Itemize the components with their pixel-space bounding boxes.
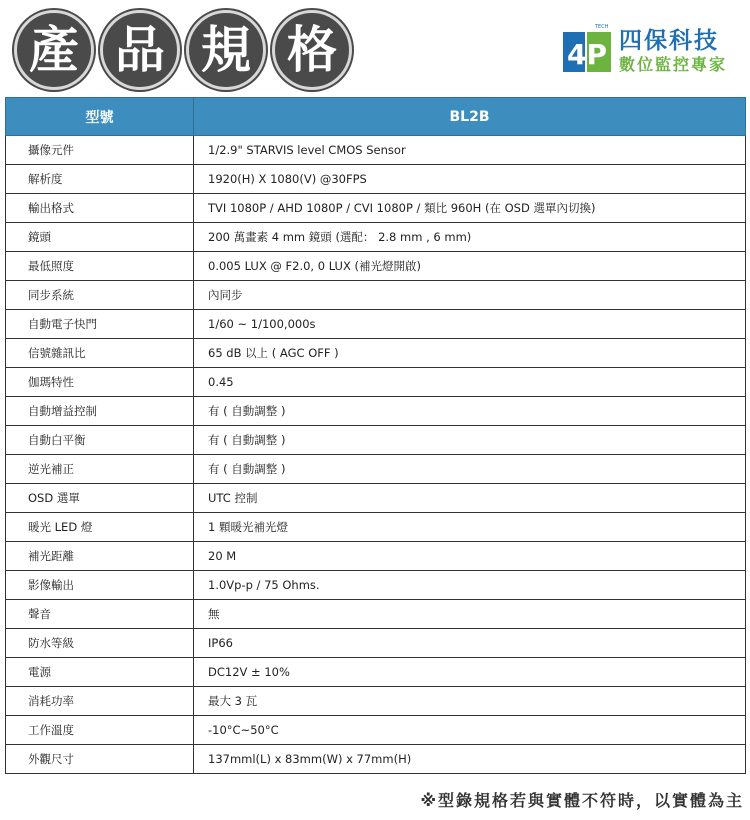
table-row <box>6 455 746 484</box>
spec-value: 0.45 <box>194 368 746 397</box>
spec-label: 影像輸出 <box>6 571 194 600</box>
spec-label: 外觀尺寸 <box>6 745 194 774</box>
spec-value: 1.0Vp-p / 75 Ohms. <box>194 571 746 600</box>
table-row <box>6 281 746 310</box>
spec-label: 鏡頭 <box>6 223 194 252</box>
spec-value: IP66 <box>194 629 746 658</box>
table-row <box>6 687 746 716</box>
table-row <box>6 513 746 542</box>
spec-label: 消耗功率 <box>6 687 194 716</box>
spec-label: 逆光補正 <box>6 455 194 484</box>
table-row <box>6 426 746 455</box>
spec-label: 自動增益控制 <box>6 397 194 426</box>
spec-value: 最大 3 瓦 <box>194 687 746 716</box>
table-row <box>6 484 746 513</box>
model-header-value: BL2B <box>194 98 746 136</box>
table-row <box>6 397 746 426</box>
spec-label: 同步系統 <box>6 281 194 310</box>
disclaimer-note: ※型錄規格若與實體不符時，以實體為主 <box>420 791 744 810</box>
spec-label: 防水等級 <box>6 629 194 658</box>
spec-value: DC12V ± 10% <box>194 658 746 687</box>
spec-value: 1/60 ~ 1/100,000s <box>194 310 746 339</box>
svg-text:4P: 4P <box>566 38 608 71</box>
table-row <box>6 629 746 658</box>
table-row <box>6 368 746 397</box>
spec-value: 有 ( 自動調整 ) <box>194 397 746 426</box>
table-row <box>6 658 746 687</box>
spec-label: 最低照度 <box>6 252 194 281</box>
spec-label: 自動白平衡 <box>6 426 194 455</box>
table-row <box>6 310 746 339</box>
spec-label: 聲音 <box>6 600 194 629</box>
table-row <box>6 339 746 368</box>
spec-value: UTC 控制 <box>194 484 746 513</box>
title-char-3: 規 <box>186 10 266 90</box>
spec-value: -10°C~50°C <box>194 716 746 745</box>
spec-value: 137mml(L) x 83mm(W) x 77mm(H) <box>194 745 746 774</box>
table-row <box>6 194 746 223</box>
logo-company-name: 四保科技 <box>619 28 719 54</box>
spec-label: OSD 選單 <box>6 484 194 513</box>
spec-label: 解析度 <box>6 165 194 194</box>
title-char-1: 產 <box>14 10 94 90</box>
spec-table-header <box>6 98 746 136</box>
spec-label: 暖光 LED 燈 <box>6 513 194 542</box>
table-row <box>6 542 746 571</box>
title-badges <box>14 10 352 90</box>
spec-value: 有 ( 自動調整 ) <box>194 455 746 484</box>
spec-value: 1/2.9" STARVIS level CMOS Sensor <box>194 136 746 165</box>
spec-value: 0.005 LUX @ F2.0, 0 LUX (補光燈開啟) <box>194 252 746 281</box>
spec-label: 自動電子快門 <box>6 310 194 339</box>
page-header <box>0 0 750 95</box>
spec-value: TVI 1080P / AHD 1080P / CVI 1080P / 類比 960H (在 OSD 選單內切換) <box>194 194 746 223</box>
table-row <box>6 252 746 281</box>
spec-label: 輸出格式 <box>6 194 194 223</box>
spec-table <box>5 97 746 774</box>
spec-value: 有 ( 自動調整 ) <box>194 426 746 455</box>
spec-label: 攝像元件 <box>6 136 194 165</box>
spec-label: 補光距離 <box>6 542 194 571</box>
table-row <box>6 136 746 165</box>
spec-value: 無 <box>194 600 746 629</box>
title-char-4: 格 <box>272 10 352 90</box>
spec-value: 1920(H) X 1080(V) @30FPS <box>194 165 746 194</box>
spec-label: 信號雜訊比 <box>6 339 194 368</box>
table-row <box>6 223 746 252</box>
spec-value: 20 M <box>194 542 746 571</box>
spec-label: 電源 <box>6 658 194 687</box>
spec-value: 1 顆暖光補光燈 <box>194 513 746 542</box>
spec-table-body <box>6 136 746 774</box>
spec-label: 工作溫度 <box>6 716 194 745</box>
spec-label: 伽瑪特性 <box>6 368 194 397</box>
logo-tagline: 數位監控專家 <box>619 55 728 74</box>
table-row <box>6 600 746 629</box>
table-row <box>6 716 746 745</box>
spec-value: 內同步 <box>194 281 746 310</box>
table-row <box>6 571 746 600</box>
table-row <box>6 745 746 774</box>
spec-value: 200 萬畫素 4 mm 鏡頭 (選配： 2.8 mm , 6 mm) <box>194 223 746 252</box>
model-header-label: 型號 <box>6 98 194 136</box>
logo-4p-icon <box>563 24 611 72</box>
spec-value: 65 dB 以上 ( AGC OFF ) <box>194 339 746 368</box>
title-char-2: 品 <box>100 10 180 90</box>
company-logo <box>563 20 738 76</box>
logo-tech-text: TECH <box>595 24 609 30</box>
table-row <box>6 165 746 194</box>
